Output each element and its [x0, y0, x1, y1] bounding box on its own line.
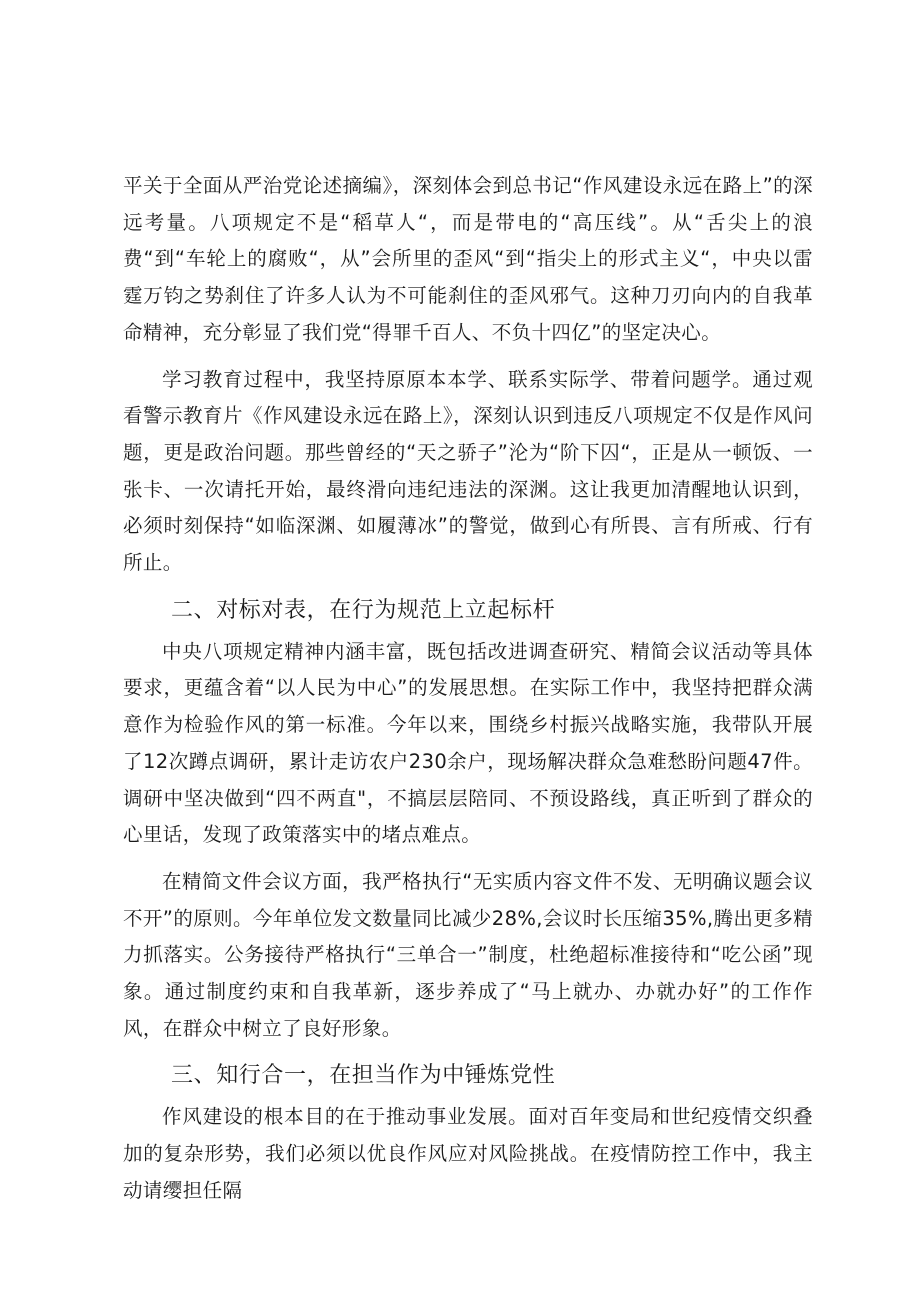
paragraph-1: 平关于全面从严治党论述摘编》，深刻体会到总书记“作风建设永远在路上”的深远考量。八项规定不是“稻草人“，而是带电的“高压线”。从“舌尖上的浪费“到“车轮上的腐败“，从”会所里的歪风“到“指尖上的形式主义“，中央以雷霆万钧之势刹住了许多人认为不可能刹住的歪风邪气。这种刀刃向内的自我革命精神，充分彰显了我们党“得罪千百人、不负十四亿”的坚定决心。 — [123, 174, 813, 344]
section-heading-3: 三、知行合一，在担当作为中锤炼党性 — [171, 1062, 556, 1088]
document-body — [123, 168, 813, 1220]
paragraph-5: 作风建设的根本目的在于推动事业发展。面对百年变局和世纪疫情交织叠加的复杂形势，我们必须以优良作风应对风险挑战。在疫情防控工作中，我主动请缨担任隔 — [123, 1105, 813, 1202]
paragraph-2: 学习教育过程中，我坚持原原本本学、联系实际学、带着问题学。通过观看警示教育片《作风建设永远在路上》，深刻认识到违反八项规定不仅是作风问题，更是政治问题。那些曾经的“天之骄子”沦为“阶下囚“，正是从一顿饭、一张卡、一次请托开始，最终滑向违纪违法的深渊。这让我更加清醒地认识到，必须时刻保持“如临深渊、如履薄冰”的警觉，做到心有所畏、言有所戒、行有所止。 — [123, 367, 813, 575]
section-heading-2: 二、对标对表，在行为规范上立起标杆 — [171, 596, 556, 622]
paragraph-3: 中央八项规定精神内涵丰富，既包括改进调查研究、精简会议活动等具体要求，更蕴含着“以人民为中心”的发展思想。在实际工作中，我坚持把群众满意作为检验作风的第一标准。今年以来，围绕乡村振兴战略实施，我带队开展了12次蹲点调研，累计走访农户230余户，现场解决群众急难愁盼问题47件。调研中坚决做到“四不两直"，不搞层层陪同、不预设路线，真正听到了群众的心里话，发现了政策落实中的堵点难点。 — [123, 639, 813, 847]
paragraph-4: 在精简文件会议方面，我严格执行“无实质内容文件不发、无明确议题会议不开”的原则。今年单位发文数量同比减少28%,会议时长压缩35%,腾出更多精力抓落实。公务接待严格执行“三单合一”制度，杜绝超标准接待和“吃公函”现象。通过制度约束和自我革新，逐步养成了“马上就办、办就办好”的工作作风，在群众中树立了良好形象。 — [123, 869, 813, 1040]
